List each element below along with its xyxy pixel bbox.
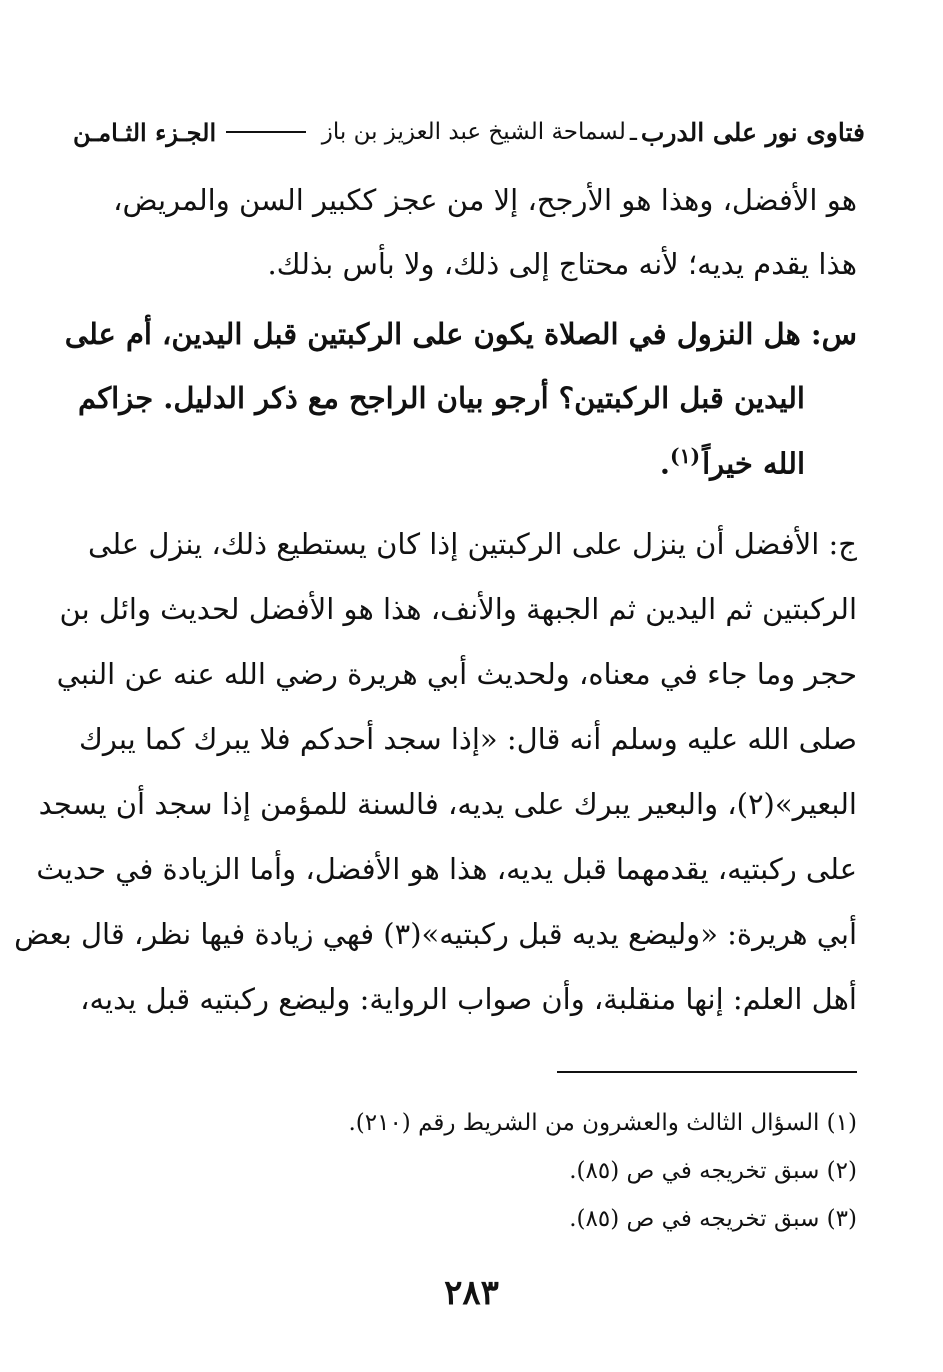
running-header	[73, 112, 865, 152]
answer-line: الركبتين ثم اليدين ثم الجبهة والأنف، هذا هو الأفضل لحديث وائل بن	[59, 592, 857, 626]
book-author: لسماحة الشيخ عبد العزيز بن باز	[321, 119, 626, 145]
intro-line: هو الأفضل، وهذا هو الأرجح، إلا من عجز ككبير السن والمريض،	[113, 183, 857, 217]
footnote-divider	[557, 1071, 857, 1073]
answer-line: البعير»(٢)، والبعير يبرك على يديه، فالسنة للمؤمن إذا سجد أن يسجد	[38, 787, 857, 821]
header-title-group	[322, 118, 865, 147]
answer-line: أهل العلم: إنها منقلبة، وأن صواب الرواية: وليضع ركبتيه قبل يديه،	[80, 982, 857, 1016]
question-text-end: الله خيراً	[702, 446, 805, 481]
answer-line: على ركبتيه، يقدمهما قبل يديه، هذا هو الأفضل، وأما الزيادة في حديث	[36, 852, 857, 886]
header-rule	[226, 131, 306, 133]
answer-line: أبي هريرة: «وليضع يديه قبل ركبتيه»(٣) فهي زيادة فيها نظر، قال بعض	[14, 917, 857, 951]
question-line: س: هل النزول في الصلاة يكون على الركبتين قبل اليدين، أم على	[64, 317, 857, 351]
answer-line: ج: الأفضل أن ينزل على الركبتين إذا كان يستطيع ذلك، ينزل على	[88, 527, 857, 561]
header-separator: ـ	[629, 118, 637, 146]
footnote-1: (١) السؤال الثالث والعشرون من الشريط رقم (٢١٠).	[348, 1110, 857, 1136]
footnote-3: (٣) سبق تخريجه في ص (٨٥).	[569, 1206, 857, 1232]
volume-label: الجـزء الثـامـن	[73, 117, 217, 147]
footnote-mark: (١)	[670, 444, 701, 468]
page-number: ٢٨٣	[444, 1273, 499, 1313]
question-line-last	[79, 446, 805, 479]
book-title: فتاوى نور على الدرب	[640, 117, 865, 147]
answer-line: حجر وما جاء في معناه، ولحديث أبي هريرة رضي الله عنه عن النبي	[56, 657, 857, 691]
header-volume-group	[73, 118, 316, 147]
question-line: اليدين قبل الركبتين؟ أرجو بيان الراجح مع ذكر الدليل. جزاكم	[78, 381, 805, 415]
question-period: .	[659, 446, 670, 481]
intro-line: هذا يقدم يديه؛ لأنه محتاج إلى ذلك، ولا بأس بذلك.	[267, 247, 857, 281]
answer-line: صلى الله عليه وسلم أنه قال: «إذا سجد أحدكم فلا يبرك كما يبرك	[78, 722, 857, 756]
footnote-2: (٢) سبق تخريجه في ص (٨٥).	[569, 1158, 857, 1184]
